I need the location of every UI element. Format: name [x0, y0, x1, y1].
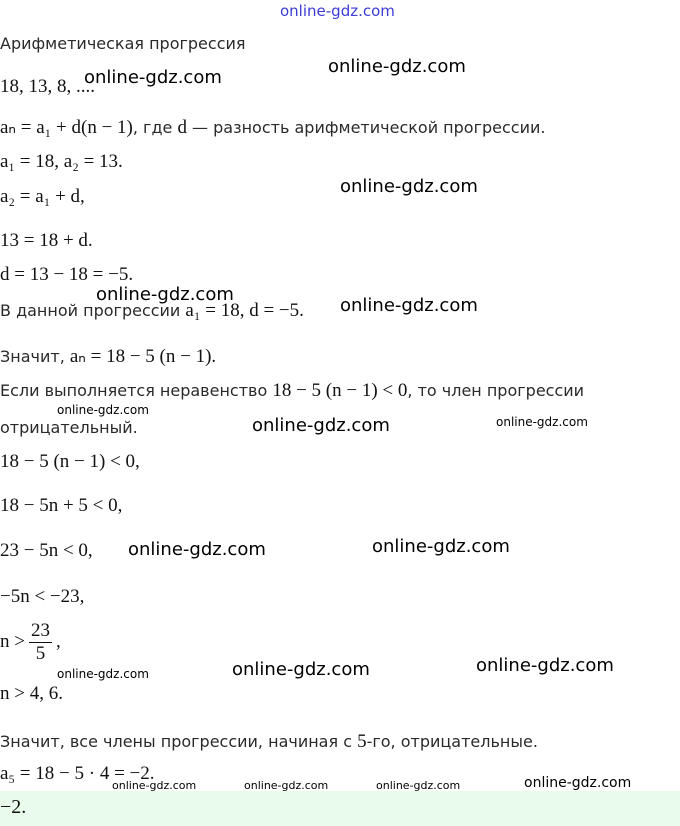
a1-a2: a₁ = 18, a₂ = 13. [0, 151, 123, 172]
formula-d: d [177, 117, 187, 138]
conclusion-text: Значит, все члены прогрессии, начиная с [0, 732, 358, 751]
means-text: Значит, [0, 347, 70, 366]
inequality-5 [0, 620, 61, 665]
means-line [0, 345, 216, 368]
inequality-4: −5n < −23, [0, 586, 85, 607]
general-formula [0, 116, 545, 139]
watermark: online-gdz.com [57, 403, 149, 417]
watermark: online-gdz.com [96, 284, 234, 305]
d-equation: d = 13 − 18 = −5. [0, 264, 134, 285]
watermark: online-gdz.com [128, 539, 266, 560]
sequence: 18, 13, 8, .... [0, 76, 95, 97]
fraction [29, 620, 52, 665]
inequality-6: n > 4, 6. [0, 683, 63, 704]
a5-equation: a₅ = 18 − 5 · 4 = −2. [0, 763, 155, 784]
watermark: online-gdz.com [340, 295, 478, 316]
eq-13: 13 = 18 + d. [0, 230, 93, 251]
watermark-top: online-gdz.com [280, 2, 395, 20]
fraction-denominator: 5 [35, 643, 46, 664]
watermark: online-gdz.com [252, 415, 390, 436]
means-math: aₙ = 18 − 5 (n − 1). [69, 346, 217, 367]
ineq5-left: n > [0, 630, 25, 652]
watermark: online-gdz.com [112, 779, 197, 792]
given-text: В данной прогрессии [0, 301, 186, 320]
formula-rest: — разность арифметической прогрессии. [186, 118, 546, 137]
watermark: online-gdz.com [328, 56, 466, 77]
watermark: online-gdz.com [84, 67, 222, 88]
if-line-2: отрицательный. [0, 418, 138, 437]
watermark: online-gdz.com [376, 779, 461, 792]
if-text: Если выполняется неравенство [0, 381, 273, 400]
fraction-numerator: 23 [30, 620, 50, 641]
inequality-2: 18 − 5n + 5 < 0, [0, 495, 123, 516]
if-rest: , то член прогрессии [407, 381, 585, 400]
watermark: online-gdz.com [340, 176, 478, 197]
answer-box [0, 791, 680, 826]
if-line [0, 380, 584, 402]
conclusion-number: 5 [357, 731, 367, 752]
watermark: online-gdz.com [232, 659, 370, 680]
ineq5-comma: , [55, 630, 61, 652]
section-title: Арифметическая прогрессия [0, 34, 246, 53]
formula-text: , где [132, 118, 178, 137]
watermark: online-gdz.com [372, 536, 510, 557]
given-math: a₁ = 18, d = −5. [185, 300, 304, 321]
watermark: online-gdz.com [524, 775, 632, 791]
inequality-1: 18 − 5 (n − 1) < 0, [0, 451, 140, 472]
a2-equation: a₂ = a₁ + d, [0, 186, 85, 207]
conclusion-line [0, 731, 538, 753]
watermark: online-gdz.com [57, 667, 149, 681]
watermark: online-gdz.com [244, 779, 329, 792]
watermark: online-gdz.com [496, 415, 588, 429]
inequality-3: 23 − 5n < 0, [0, 540, 93, 561]
answer: −2. [0, 796, 27, 818]
if-math: 18 − 5 (n − 1) < 0 [272, 380, 408, 401]
watermark: online-gdz.com [476, 655, 614, 676]
formula-math: aₙ = a₁ + d(n − 1) [0, 117, 133, 138]
conclusion-rest: -го, отрицательные. [366, 732, 538, 751]
